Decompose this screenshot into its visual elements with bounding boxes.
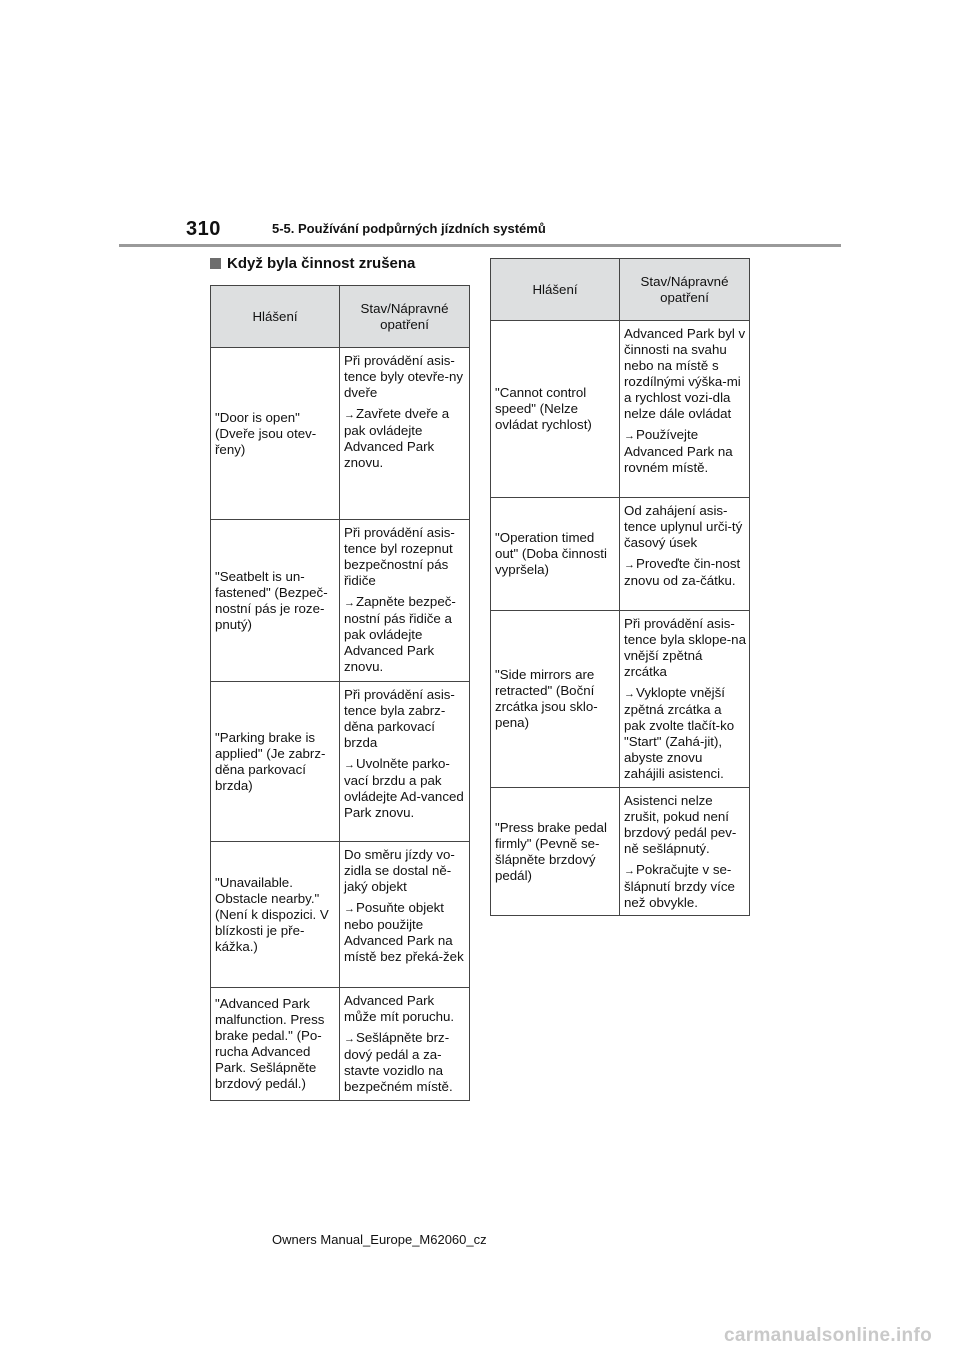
table-row [211,348,470,520]
section-heading-text: Když byla činnost zrušena [227,255,416,272]
message-cell: "Parking brake is applied" (Je zabrz-děna parkovací brzda) [211,682,340,842]
action-instruction: Pokračujte v se-šlápnutí brzdy více než obvykle. [624,862,735,910]
action-text [624,685,746,782]
action-text [344,900,466,965]
status-text: Při provádění asis-tence byla zabrz-děna parkovací brzda [344,687,455,750]
table-row [211,520,470,682]
table-row [211,842,470,988]
status-text: Od zahájení asis-tence uplynul urči-tý časový úsek [624,503,743,550]
arrow-right-icon: → [624,688,635,700]
message-table-right [490,258,750,916]
action-text [344,756,466,821]
status-cell [340,520,470,682]
table-header-row [491,259,750,321]
action-instruction: Zavřete dveře a pak ovládejte Advanced Park znovu. [344,406,450,470]
action-instruction: Uvolněte parko-vací brzdu a pak ovládejte Ad-vanced Park znovu. [344,756,464,820]
status-cell [340,682,470,842]
arrow-right-icon: → [344,597,355,609]
message-cell: "Cannot control speed" (Nelze ovládat rychlost) [491,321,620,498]
table-row [211,682,470,842]
message-cell: "Press brake pedal firmly" (Pevně se-šlápněte brzdový pedál) [491,788,620,916]
column-header-status: Stav/Nápravné opatření [340,286,470,348]
action-instruction: Posuňte objekt nebo použijte Advanced Park na místě bez překá-žek [344,900,464,964]
table-row [491,611,750,788]
page-number: 310 [186,218,221,240]
table-row [491,321,750,498]
arrow-right-icon: → [624,865,635,877]
status-cell [620,611,750,788]
chapter-title: 5-5. Používání podpůrných jízdních systémů [272,221,546,236]
action-instruction: Používejte Advanced Park na rovném místě. [624,427,733,475]
status-cell [340,988,470,1101]
action-text [624,556,746,589]
header-divider [119,244,841,247]
action-text [344,1030,466,1095]
section-heading [210,255,415,272]
arrow-right-icon: → [344,759,355,771]
status-text: Asistenci nelze zrušit, pokud není brzdový pedál pev-ně sešlápnutý. [624,793,737,856]
action-text [624,427,746,476]
arrow-right-icon: → [624,559,635,571]
table-row [491,788,750,916]
message-cell: "Side mirrors are retracted" (Boční zrcátka jsou sklo-pena) [491,611,620,788]
column-header-message: Hlášení [211,286,340,348]
action-instruction: Zapněte bezpeč-nostní pás řidiče a pak ovládejte Advanced Park znovu. [344,594,456,674]
square-bullet-icon [210,258,221,269]
status-cell [620,498,750,611]
status-cell [620,321,750,498]
arrow-right-icon: → [344,903,355,915]
status-text: Advanced Park může mít poruchu. [344,993,455,1024]
footer-manual-id: Owners Manual_Europe_M62060_cz [272,1232,487,1247]
column-header-status: Stav/Nápravné opatření [620,259,750,321]
message-cell: "Advanced Park malfunction. Press brake pedal." (Po-rucha Advanced Park. Sešlápněte brzdový pedál.) [211,988,340,1101]
arrow-right-icon: → [344,1033,355,1045]
arrow-right-icon: → [344,409,355,421]
status-text: Při provádění asis-tence byly otevře-ny dveře [344,353,463,400]
message-cell: "Operation timed out" (Doba činnosti vypršela) [491,498,620,611]
action-text [344,594,466,675]
status-text: Advanced Park byl v činnosti na svahu nebo na místě s rozdílnými výška-mi a rychlost vozi-dla nelze dále ovládat [624,326,746,421]
message-cell: "Door is open" (Dveře jsou otev-řeny) [211,348,340,520]
action-text [344,406,466,471]
action-instruction: Vyklopte vnější zpětná zrcátka a pak zvolte tlačít-ko "Start" (Zahá-jit), abyste znovu zahájili asistenci. [624,685,735,781]
status-cell [620,788,750,916]
table-row [491,498,750,611]
status-cell [340,842,470,988]
action-instruction: Proveďte čin-nost znovu od za-čátku. [624,556,741,588]
message-cell: "Unavailable. Obstacle nearby." (Není k dispozici. V blízkosti je pře-kážka.) [211,842,340,988]
column-header-message: Hlášení [491,259,620,321]
status-text: Při provádění asis-tence byla sklope-na vnější zpětná zrcátka [624,616,746,679]
action-instruction: Sešlápněte brz-dový pedál a za-stavte vozidlo na bezpečném místě. [344,1030,453,1094]
status-text: Při provádění asis-tence byl rozepnut bezpečnostní pás řidiče [344,525,455,588]
message-cell: "Seatbelt is un-fastened" (Bezpeč-nostní pás je roze-pnutý) [211,520,340,682]
status-cell [340,348,470,520]
table-header-row [211,286,470,348]
status-text: Do směru jízdy vo-zidla se dostal ně-jaký objekt [344,847,455,894]
table-row [211,988,470,1101]
watermark: carmanualsonline.info [724,1325,932,1346]
arrow-right-icon: → [624,430,635,442]
message-table-left [210,285,470,1101]
action-text [624,862,746,911]
